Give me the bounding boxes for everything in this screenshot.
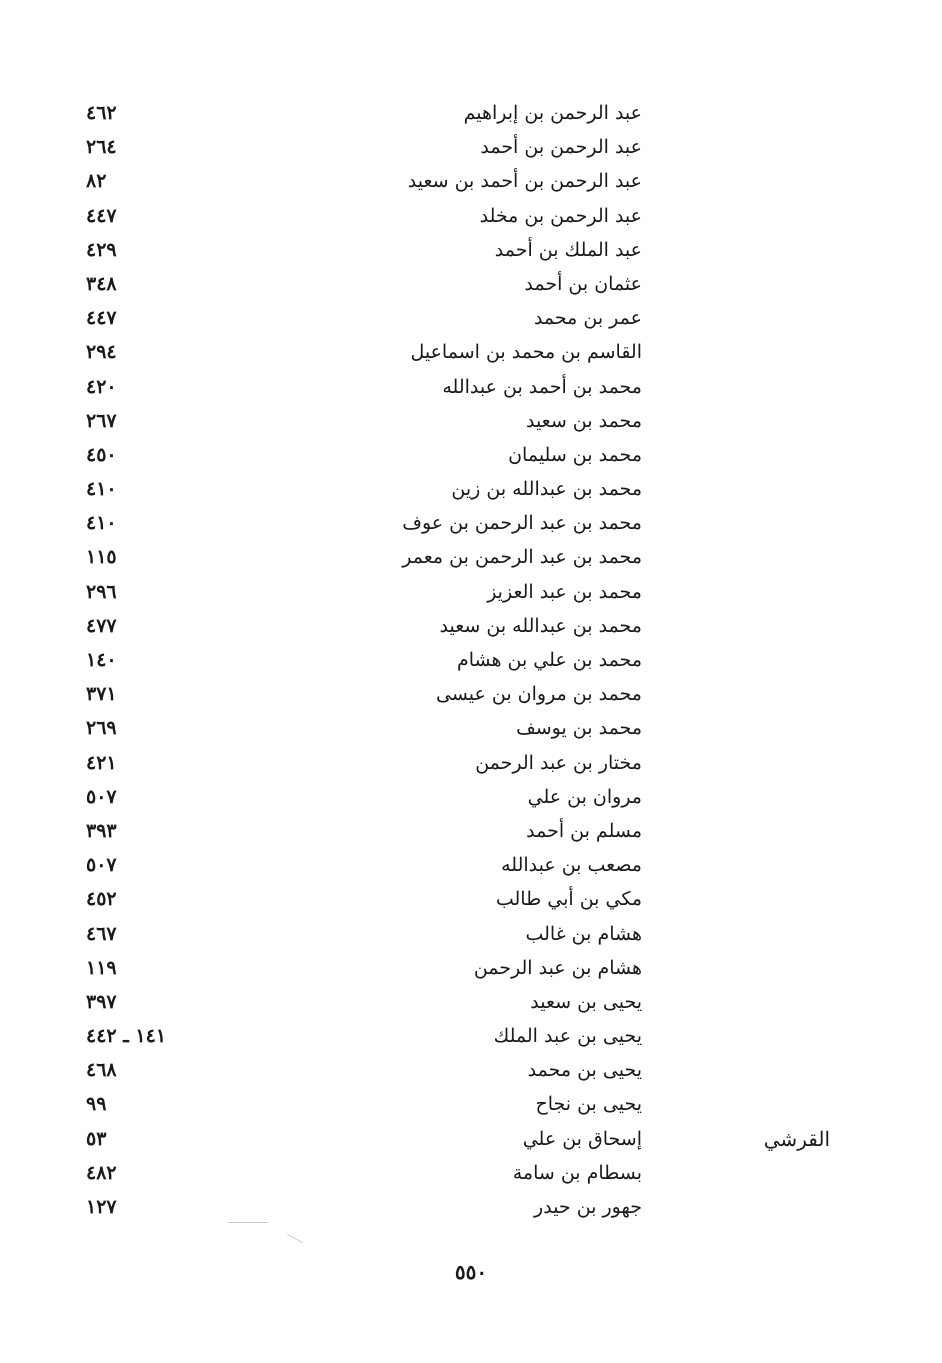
index-entry-row <box>0 96 942 130</box>
index-entry-row <box>0 1019 942 1053</box>
index-entry-row <box>0 335 942 369</box>
entry-name: محمد بن عبد العزيز <box>487 580 642 603</box>
entry-name: يحيى بن سعيد <box>530 990 642 1013</box>
entry-group-heading: القرشي <box>763 1126 830 1151</box>
index-entry-row <box>0 1122 942 1156</box>
entry-page-reference: ٤٥٢ <box>86 888 117 911</box>
entry-name: هشام بن عبد الرحمن <box>473 956 642 979</box>
entry-page-reference: ٢٩٤ <box>86 341 117 364</box>
index-entry-row <box>0 575 942 609</box>
entry-page-reference: ٤٦٢ <box>86 102 117 124</box>
index-entry-row <box>0 130 942 164</box>
index-entry-row <box>0 677 942 711</box>
entry-name: عبد الرحمن بن مخلد <box>479 204 642 227</box>
entry-page-reference: ٤٦٨ <box>86 1059 117 1082</box>
entry-name: عبد الملك بن أحمد <box>494 238 642 261</box>
entry-name: محمد بن عبدالله بن سعيد <box>439 614 642 637</box>
entry-page-reference: ٢٩٦ <box>86 580 117 603</box>
entry-name: محمد بن عبد الرحمن بن عوف <box>402 512 642 535</box>
entry-name: بسطام بن سامة <box>512 1161 642 1184</box>
entry-page-reference: ٤٨٢ <box>86 1161 117 1184</box>
scan-artifact <box>228 1222 268 1223</box>
index-entry-row <box>0 404 942 438</box>
index-entry-row <box>0 1087 942 1121</box>
entry-page-reference: ٥٠٧ <box>86 785 117 808</box>
entry-page-reference: ٨٢ <box>86 170 107 193</box>
index-entry-row <box>0 370 942 404</box>
entry-page-reference: ٥٣ <box>86 1127 107 1150</box>
entry-name: عبد الرحمن بن أحمد بن سعيد <box>407 170 642 193</box>
entry-name: يحيى بن نجاح <box>535 1093 642 1116</box>
entry-page-reference: ٥٠٧ <box>86 854 117 877</box>
index-entry-row <box>0 917 942 951</box>
entry-page-reference: ١٢٧ <box>86 1196 117 1218</box>
entry-page-reference: ٤١٠ <box>86 478 117 501</box>
index-entry-row <box>0 985 942 1019</box>
index-entry-row <box>0 540 942 574</box>
index-entry-row <box>0 438 942 472</box>
index-entry-row <box>0 472 942 506</box>
index-entry-row <box>0 267 942 301</box>
page-number: ٥٥٠ <box>454 1260 488 1284</box>
entry-page-reference: ٢٦٤ <box>86 136 117 159</box>
index-entry-row <box>0 199 942 233</box>
index-entry-row <box>0 1156 942 1190</box>
entry-page-reference: ٣٩٧ <box>86 990 117 1013</box>
entry-name: يحيى بن عبد الملك <box>493 1025 642 1048</box>
index-entry-row <box>0 233 942 267</box>
entry-name: عمر بن محمد <box>533 307 642 330</box>
entry-page-reference: ٤٦٧ <box>86 922 117 945</box>
entry-name: محمد بن يوسف <box>516 717 642 740</box>
entry-page-reference: ٤٢٩ <box>86 238 117 261</box>
index-entry-row <box>0 746 942 780</box>
entry-page-reference: ٤٥٠ <box>86 443 117 466</box>
entry-name: مختار بن عبد الرحمن <box>475 751 642 774</box>
index-entry-row <box>0 1190 942 1224</box>
entry-name: عبد الرحمن بن إبراهيم <box>463 102 642 124</box>
entry-page-reference: ١١٩ <box>86 956 117 979</box>
scan-artifact <box>287 1234 303 1244</box>
entry-name: محمد بن عبدالله بن زين <box>451 478 642 501</box>
entry-name: محمد بن علي بن هشام <box>456 649 642 671</box>
index-entry-row <box>0 882 942 916</box>
entry-page-reference: ٢٦٧ <box>86 409 117 432</box>
index-entry-row <box>0 301 942 335</box>
entry-name: هشام بن غالب <box>525 922 642 945</box>
entry-name: محمد بن مروان بن عيسى <box>436 683 642 706</box>
entry-page-reference: ٣٩٣ <box>86 819 117 842</box>
index-entry-row <box>0 711 942 745</box>
entry-name: يحيى بن محمد <box>527 1059 642 1082</box>
entry-name: مسلم بن أحمد <box>526 819 642 842</box>
entry-name: عبد الرحمن بن أحمد <box>480 136 642 159</box>
entry-name: محمد بن سعيد <box>525 409 642 432</box>
index-entry-row <box>0 609 942 643</box>
entry-page-reference: ٩٩ <box>86 1093 107 1116</box>
entry-name: مروان بن علي <box>527 785 642 808</box>
index-entry-row <box>0 643 942 677</box>
entry-page-reference: ١٤٠ <box>86 649 117 671</box>
entry-name: إسحاق بن علي <box>522 1127 642 1150</box>
entry-name: محمد بن عبد الرحمن بن معمر <box>402 546 642 569</box>
entry-page-reference: ٢٦٩ <box>86 717 117 740</box>
entry-page-reference: ٤٤٧ <box>86 204 117 227</box>
entry-page-reference: ٤٢٠ <box>86 375 117 398</box>
index-entry-row <box>0 164 942 198</box>
index-entry-row <box>0 951 942 985</box>
entry-page-reference: ٤١٠ <box>86 512 117 535</box>
index-entry-row <box>0 780 942 814</box>
entry-name: عثمان بن أحمد <box>524 272 642 295</box>
index-entry-row <box>0 506 942 540</box>
entry-name: محمد بن سليمان <box>508 443 642 466</box>
entry-page-reference: ١٤١ ـ ٤٤٢ <box>86 1025 167 1048</box>
entry-page-reference: ١١٥ <box>86 546 117 569</box>
index-entry-row <box>0 814 942 848</box>
entry-page-reference: ٣٤٨ <box>86 272 117 295</box>
entry-name: مكي بن أبي طالب <box>495 888 642 911</box>
entry-name: جهور بن حيدر <box>534 1196 642 1218</box>
entry-page-reference: ٤٢١ <box>86 751 117 774</box>
entry-page-reference: ٤٧٧ <box>86 614 117 637</box>
entry-name: محمد بن أحمد بن عبدالله <box>442 375 642 398</box>
index-entries-list <box>0 96 942 1224</box>
index-entry-row <box>0 1053 942 1087</box>
entry-page-reference: ٣٧١ <box>86 683 117 706</box>
entry-page-reference: ٤٤٧ <box>86 307 117 330</box>
entry-name: القاسم بن محمد بن اسماعيل <box>410 341 642 364</box>
index-entry-row <box>0 848 942 882</box>
entry-name: مصعب بن عبدالله <box>501 854 642 877</box>
